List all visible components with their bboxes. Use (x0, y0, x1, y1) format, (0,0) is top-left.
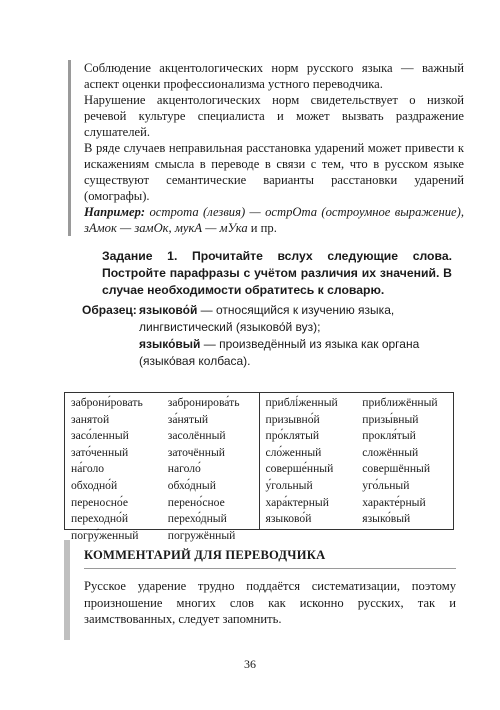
table-cell: приближённый (362, 396, 438, 409)
table-cell: совершённый (362, 462, 431, 476)
table-cell: занятой (71, 412, 110, 426)
table-cell: заточённый (167, 445, 225, 459)
table-cell: погру́женный (71, 528, 139, 542)
sample-def-2: — произведённый из языка как органа (языко́вая колбаса). (139, 337, 420, 368)
table-cell: переносно́е (71, 495, 129, 509)
comment-text: Русское ударение трудно поддаётся систематизации, поэтому произношение многих слов как исконно русских, так и заимствованных, следует запомнить. (84, 579, 456, 626)
note-paragraph-1: Соблюдение акцентологических норм русского языка — важный аспект оценки профессионализма устного переводчика. (84, 61, 464, 91)
table-cell: перено́сное (167, 495, 225, 509)
table-cell: соверше́нный (265, 462, 334, 476)
table-cell: хара́ктерный (265, 495, 329, 509)
table-cell: перехо́дный (167, 512, 227, 526)
comment-divider (84, 568, 456, 569)
table-cell: переходно́й (71, 512, 129, 526)
table-cell: обхо́дный (167, 478, 216, 492)
sample-label: Образец: (82, 303, 137, 317)
table-cell: характе́рный (362, 495, 426, 509)
example-lead: Например: (84, 205, 146, 219)
sample-def-1: — относящийся к изучению языка, лингвистический (языково́й вуз); (139, 303, 395, 334)
example-text: острота (лезвия) — острОта (остроумное выражение), зАмок — замОк, мукА — мУка (84, 205, 464, 235)
table-cell: приблі́женный (265, 396, 338, 409)
sample-block (82, 302, 452, 370)
table-cell: забронирова́ть (167, 396, 240, 409)
comment-title: КОММЕНТАРИЙ ДЛЯ ПЕРЕВОДЧИКА (84, 548, 326, 562)
table-cell: прокля́тый (362, 429, 416, 443)
task-text: Задание 1. Прочитайте вслух следующие слова. Постройте парафразы с учётом различия их значений. В случае необходимости обратитесь к словарю. (102, 249, 452, 297)
table-column-4 (356, 393, 453, 529)
accentology-note (68, 60, 464, 236)
table-cell: за́нятый (167, 412, 209, 426)
table-cell: сло́женный (265, 445, 322, 459)
table-cell: засо́ленный (71, 429, 129, 443)
note-example (84, 204, 464, 236)
sample-word-1: языково́й (139, 303, 198, 317)
table-cell: наголо́ (167, 462, 201, 476)
table-cell: языко́вый (362, 512, 411, 526)
page-number: 36 (244, 657, 256, 671)
table-cell: призы́вный (362, 412, 419, 426)
table-cell: засолённый (167, 429, 226, 443)
table-cell: про́клятый (265, 429, 320, 443)
table-column-1 (65, 393, 162, 542)
table-cell: языково́й (265, 512, 312, 526)
table-column-2 (162, 393, 259, 542)
table-cell: на́голо (71, 462, 105, 476)
table-cell: погружённый (167, 528, 236, 542)
homograph-table (64, 392, 454, 542)
note-paragraph-3: В ряде случаев неправильная расстановка ударений может привести к искажениям смысла в переводе в связи с тем, что в русском языке существуют семантические варианты расстановки ударений (омографы). (84, 141, 464, 203)
table-cell: у́гольный (265, 478, 313, 492)
table-cell: уго́льный (362, 478, 410, 492)
table-cell: обходно́й (71, 478, 118, 492)
note-paragraph-2: Нарушение акцентологических норм свидетельствует о низкой речевой культуре специалиста и может вызвать раздражение слушателей. (84, 93, 464, 139)
table-cell: зато́ченный (71, 445, 129, 459)
table-cell: призывно́й (265, 412, 320, 426)
task-1 (82, 248, 452, 299)
sample-word-2: языко́вый (139, 337, 201, 351)
table-cell: заброни́ровать (71, 396, 143, 409)
table-cell: сложённый (362, 445, 419, 459)
table-column-3 (259, 393, 357, 529)
translator-comment (64, 540, 454, 640)
example-tail: и пр. (247, 221, 277, 235)
